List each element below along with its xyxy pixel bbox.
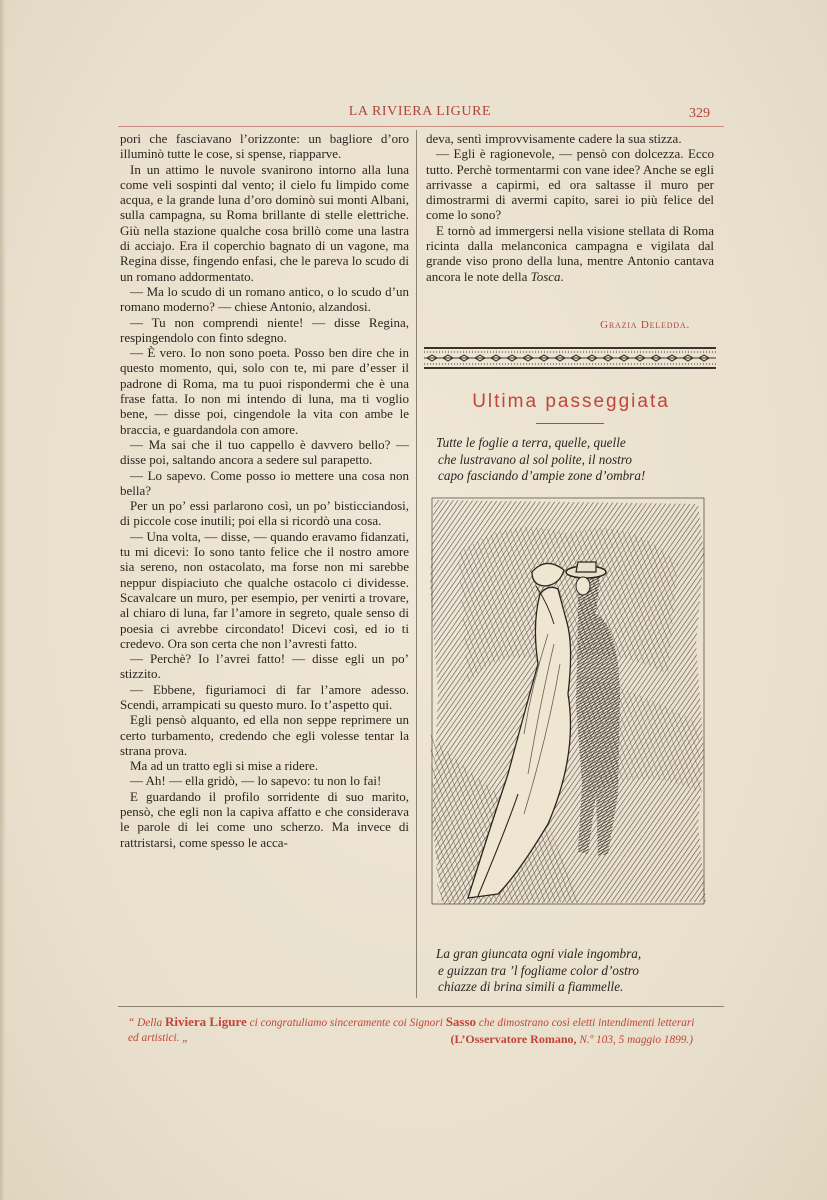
- quote-source: [451, 1032, 693, 1048]
- paragraph: In un attimo le nuvole svanirono intorno alla luna come veli sospinti dal vento; il cielo fu limpido come acqua, e la grande luna d’oro dominò sui monti Albani, sulla campagna, su Roma brillante di stelle elettriche. Giù nella stazione qualche cosa brillò come una lastra di acciajo. Era il coperchio bagnato di un vagone, ma Regina disse, fingendo enfasi, che le pareva lo scudo di un romano addormentato.: [120, 161, 409, 284]
- paragraph: — Ah! — ella gridò, — lo sapevo: tu non lo fai!: [130, 773, 382, 789]
- paragraph: pori che fasciavano l’orizzonte: un bagliore d’oro illuminò tutte le cose, si spense, riapparve.: [120, 131, 409, 162]
- paragraph: E guardando il profilo sorridente di suo marito, pensò, che egli non la capiva affatto e che considerava le parole di lei come uno scherzo. Ma invece di rattristarsi, come spesso le acca-: [120, 788, 409, 850]
- running-header: [120, 104, 720, 126]
- paragraph: Egli pensò alquanto, ed ella non seppe reprimere un certo turbamento, credendo che egli volesse tentar la strana prova.: [120, 712, 409, 758]
- binding-edge: [0, 0, 6, 1200]
- poem-title: Ultima passeggiata: [472, 391, 670, 412]
- poem-line: capo fasciando d’ampie zone d’ombra!: [438, 468, 646, 483]
- couple-illustration: [428, 494, 708, 908]
- opera-title: Tosca: [530, 268, 561, 284]
- poem-line: che lustravano al sol polite, il nostro: [438, 451, 633, 467]
- poem-line: Tutte le foglie a terra, quelle, quelle: [436, 435, 626, 450]
- paragraph: — Ma lo scudo di un romano antico, o lo scudo d’un romano moderno? — chiese Antonio, alzandosi.: [120, 283, 409, 315]
- paragraph: deva, sentì improvvisamente cadere la sua stizza.: [426, 131, 682, 146]
- paragraph: — Tu non comprendi niente! — disse Regina, respingendolo con finto sdegno.: [120, 314, 409, 345]
- column-divider: [416, 130, 417, 998]
- footer-rule: [118, 1006, 724, 1007]
- header-rule: [118, 126, 724, 127]
- paragraph: E tornò ad immergersi nella visione stellata di Roma ricinta dalla melanconica campagna e vigilata dal grande viso prono della luna, mentre Antonio cantava ancora le note della Tosca.: [426, 222, 714, 284]
- quote-journal: Riviera Ligure: [165, 1014, 247, 1029]
- paragraph: — Lo sapevo. Come posso io mettere una cosa non bella?: [120, 467, 409, 498]
- poem-stanza-1: [436, 435, 645, 485]
- left-column: [120, 131, 409, 850]
- paragraph: — Perchè? Io l’avrei fatto! — disse egli un po’ stizzito.: [120, 651, 409, 682]
- press-quote: [128, 1014, 703, 1046]
- title-underline: [536, 423, 604, 424]
- paragraph: — Ma sai che il tuo cappello è davvero bello? — disse poi, saltando ancora a sedere sul parapetto.: [120, 436, 409, 468]
- paragraph: — Una volta, — disse, — quando eravamo fidanzati, tu mi dicevi: Io sono tanto felice che il nostro amore sia sereno, non ostacolato, ma forse non mi sarebbe neppur dispiaciuto che qualche ostacolo ci dividesse. Scavalcare un muro, per esempio, per venirti a trovare, al chiaro di luna, far l’amore in segreto, quale senso di poesia ci avrebbe circondato! Dicevi così, ed io ti credevo. Ora son certa che non l’avresti fatto.: [120, 528, 409, 651]
- ornamental-border: [424, 347, 716, 369]
- poem-line: chiazze di brina simili a fiammelle.: [438, 979, 624, 994]
- source-name: (L’Osservatore Romano,: [450, 1032, 577, 1046]
- journal-title: LA RIVIERA LIGURE: [348, 104, 492, 119]
- paragraph: Ma ad un tratto egli si mise a ridere.: [130, 758, 319, 774]
- poem-line: La gran giuncata ogni viale ingombra,: [436, 946, 642, 961]
- source-detail: N.º 103, 5 maggio 1899.): [576, 1034, 693, 1046]
- paragraph: — È vero. Io non sono poeta. Posso ben dire che in questo momento, qui, solo con te, mi pare d’esser il padrone di Roma, ma tu puoi rispondermi che è una frase fatta. Io non mi intendo di luna, ma ti voglio bene, — disse poi, cingendole la vita con ambe le braccia, e guardandola con amore.: [120, 345, 409, 437]
- paragraph: — Egli è ragionevole, — pensò con dolcezza. Ecco tutto. Perchè tormentarmi con vane idee? Anche se egli arrivasse a capirmi, ed ora saltasse il muro per dimostrarmi di avermi capito, sarei io più felice del come lo sono?: [426, 146, 714, 223]
- paragraph: — Ebbene, figuriamoci di far l’amore adesso. Scendi, arrampicati su questo muro. Io t’aspetto qui.: [120, 681, 409, 712]
- paragraph: Per un po’ essi parlarono così, un po’ bisticciandosi, di piccole cose inutili; poi ella si ricordò una cosa.: [120, 498, 409, 529]
- quote-suffix: che dimostrano così eletti intendimenti letterari ed artistici. „: [128, 1017, 695, 1044]
- quote-prefix: “ Della: [128, 1017, 166, 1029]
- quote-name: Sasso: [445, 1014, 477, 1029]
- poem-stanza-2: [436, 946, 641, 996]
- quote-middle: ci congratuliamo sinceramente coi Signori: [246, 1017, 446, 1029]
- author-signature: Grazia Deledda.: [600, 319, 690, 331]
- page-number: 329: [689, 106, 710, 121]
- poem-line: e guizzan tra ’l fogliame color d’ostro: [438, 962, 639, 978]
- right-column: [426, 131, 714, 284]
